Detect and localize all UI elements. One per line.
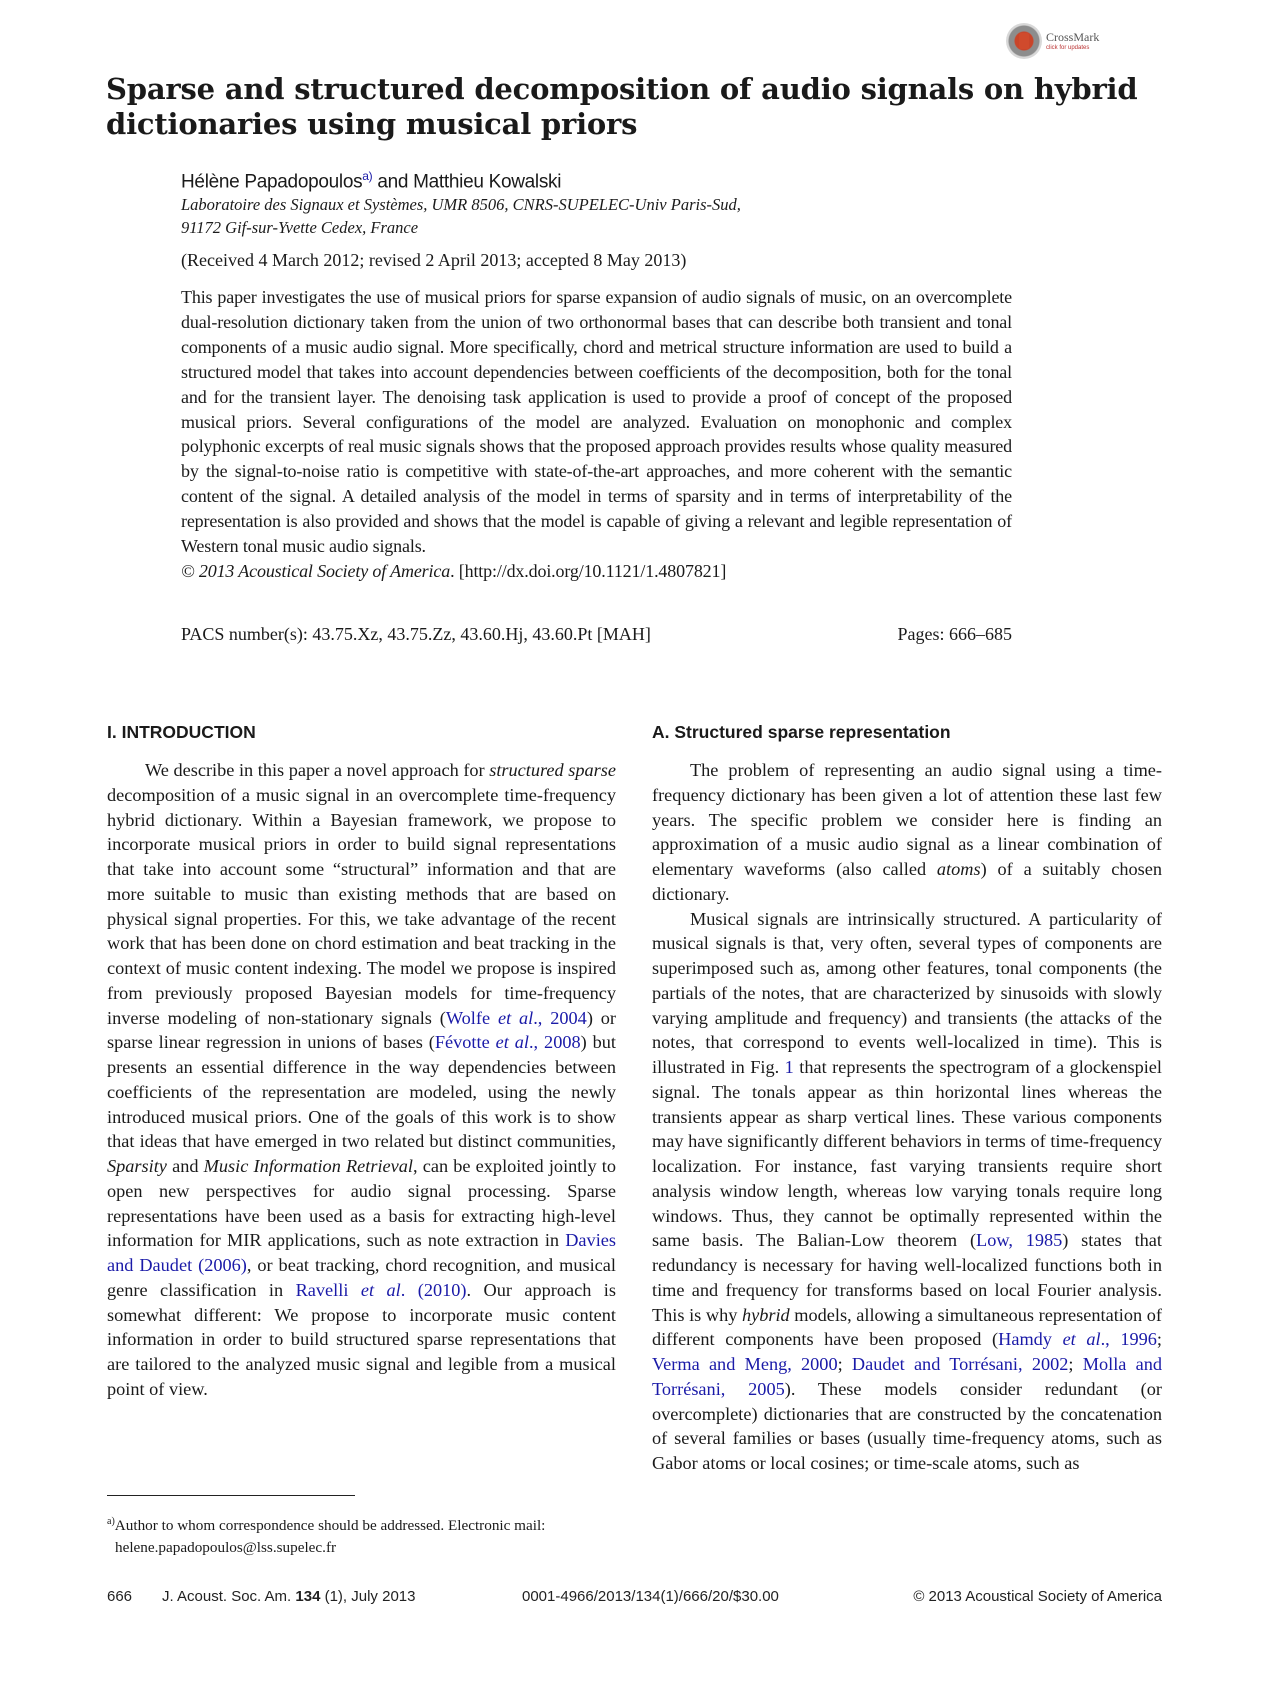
doi-link[interactable]: [http://dx.doi.org/10.1121/1.4807821]	[458, 560, 727, 581]
figure-link[interactable]: 1	[784, 1057, 794, 1077]
page-range: Pages: 666–685	[897, 624, 1012, 644]
text-run: models, allowing a simultaneous representation of different components have been proposed (	[652, 1304, 1162, 1350]
paragraph	[652, 758, 1162, 907]
citation-link[interactable]: Low, 1985	[976, 1230, 1063, 1251]
crossmark-sublabel: click for updates	[1046, 45, 1090, 51]
crossmark-label: CrossMark	[1046, 30, 1100, 44]
text-run: , can be exploited jointly to open new perspectives for audio signal processing. Sparse representations have been used as a basis for extracting high-level information for MIR applications, such as note extraction in	[107, 1156, 616, 1251]
text-run: ) of a suitably chosen dictionary.	[652, 859, 1162, 904]
pacs-numbers: PACS number(s): 43.75.Xz, 43.75.Zz, 43.60.Hj, 43.60.Pt [MAH]	[181, 624, 651, 644]
author-name: Hélène Papadopoulos	[181, 171, 363, 193]
text-run: We describe in this paper a novel approach for	[145, 760, 490, 780]
paragraph	[107, 758, 616, 1402]
footnote	[107, 1511, 616, 1559]
affiliation	[181, 193, 741, 239]
text-run: that represents the spectrogram of a glockenspiel signal. The tonals appear as thin horizontal lines whereas the transients appear as sharp vertical lines. These various components may have significantly different behaviors in terms of time-frequency localization. For instance, fast varying transients require short analysis window length, whereas low varying tonals require long windows. Thus, they cannot be optimally represented within the same basis. The Balian-Low theorem (	[652, 1057, 1162, 1251]
citation-link[interactable]: Verma and Meng, 2000	[652, 1354, 838, 1374]
text-run: . Our approach is somewhat different: We propose to incorporate music content information in order to build structured sparse representations that are tailored to the analyzed music signal and legible from a musical point of view.	[107, 1279, 617, 1399]
author-name: Matthieu Kowalski	[413, 171, 562, 193]
text-run: ) states that redundancy is necessary for having well-localized functions both in time and frequency for transforms based on local Fourier analysis. This is why	[652, 1230, 1162, 1325]
right-column	[652, 758, 1162, 1476]
citation-link[interactable]: Daudet and Torrésani, 2002	[851, 1354, 1069, 1374]
abstract-text: This paper investigates the use of musical priors for sparse expansion of audio signals of music, on an overcomplete dual-resolution dictionary taken from the union of two orthonormal bases that can describe both transient and tonal components of a music audio signal. More specifically, chord and metrical structure information are used to build a structured model that takes into account dependencies between coefficients of the decomposition, both for the tonal and for the transient layer. The denoising task application is used to provide a proof of concept of the proposed musical priors. Several configurations of the model are analyzed. Evaluation on monophonic and complex polyphonic excerpts of real music signals shows that the proposed approach provides results whose quality measured by the signal-to-noise ratio is competitive with state-of-the-art approaches, and more coherent with the semantic content of the signal. A detailed analysis of the model in terms of sparsity and in terms of interpretability of the representation is also provided and shows that the model is capable of giving a relevant and legible representation of Western tonal music audio signals.	[181, 287, 1012, 557]
author-conjunction: and	[372, 171, 414, 193]
emphasis: Sparsity	[107, 1156, 167, 1176]
footnote-marker: a)	[107, 1516, 115, 1527]
text-run: ) or sparse linear regression in unions of bases (	[107, 1007, 616, 1053]
emphasis: structured sparse	[489, 760, 616, 780]
received-dates: (Received 4 March 2012; revised 2 April 2013; accepted 8 May 2013)	[181, 250, 687, 270]
text-run: ) but presents an essential difference in the way dependencies between coefficients of the representation are modeled, using the newly introduced musical priors. One of the goals of this work is to show that ideas that have emerged in two related but distinct communities,	[107, 1032, 617, 1152]
footer-copyright: © 2013 Acoustical Society of America	[913, 1588, 1162, 1605]
citation-link[interactable]: Davies and Daudet (2006)	[107, 1230, 616, 1275]
section-heading-introduction: I. INTRODUCTION	[107, 722, 256, 742]
text-run: decomposition of a music signal in an overcomplete time-frequency hybrid dictionary. Within a Bayesian framework, we propose to incorporate musical priors in order to build signal representations that take into account some “structural” information and that are more suitable to music than existing methods that are based on physical signal properties. For this, we take advantage of the recent work that has been done on chord estimation and beat tracking in the context of music content indexing. The model we propose is inspired from previously proposed Bayesian models for time-frequency inverse modeling of non-stationary signals (	[107, 784, 616, 1028]
citation-link[interactable]: Ravelli et al. (2010)	[295, 1279, 467, 1300]
emphasis: hybrid	[741, 1304, 790, 1325]
issn-code: 0001-4966/2013/134(1)/666/20/$30.00	[522, 1588, 779, 1605]
emphasis: Music Information Retrieval	[203, 1156, 413, 1176]
text-run: , or beat tracking, chord recognition, and musical genre classification in	[107, 1255, 616, 1300]
author-email[interactable]: helene.papadopoulos@lss.supelec.fr	[115, 1539, 337, 1557]
paragraph: Musical signals are intrinsically structured. A particularity of musical signals is that, very often, several types of components are superimposed such as, among other features, tonal components (the partials of the notes, that are characterized by sinusoids with slowly varying amplitude and frequency) and transients (the attacks of the notes, that correspond to events well-localized in time). This is illustrated in Fig. 1 that represents the spectrogram of a glockenspiel signal. The tonals appear as thin horizontal lines whereas the transients appear as sharp vertical lines. These various components may have significantly different behaviors in terms of time-frequency localization. For instance, fast varying transients require short analysis window length, whereas low varying tonals require long windows. Thus, they cannot be optimally represented within the same basis. The Balian-Low theorem (Low, 1985) states that redundancy is necessary for having well-localized functions both in time and frequency for transforms based on local Fourier analysis. This is why hybrid models, allowing a simultaneous representation of different components have been proposed (Hamdy et al., 1996; Verma and Meng, 2000; Daudet and Torrésani, 2002; Molla and Torrésani, 2005). These models consider redundant (or overcomplete) dictionaries that are constructed by the concatenation of several families or bases (usually time-frequency atoms, such as Gabor atoms or local cosines; or time-scale atoms, such as	[652, 908, 1163, 1473]
citation-link[interactable]: Hamdy et al., 1996	[998, 1329, 1157, 1350]
abstract-copyright: © 2013 Acoustical Society of America	[181, 560, 451, 581]
paper-title: Sparse and structured decomposition of audio signals on hybrid dictionaries using musical priors	[106, 72, 1138, 141]
text-run: and	[166, 1156, 204, 1176]
citation-link[interactable]: Févotte et al., 2008	[434, 1032, 581, 1053]
crossmark-icon	[1006, 23, 1042, 59]
left-column	[107, 758, 616, 1402]
footnote-marker-link[interactable]: a)	[362, 169, 373, 183]
author-list	[181, 164, 561, 194]
abstract: This paper investigates the use of musical priors for sparse expansion of audio signals of music, on an overcomplete dual-resolution dictionary taken from the union of two orthonormal bases that can describe both transient and tonal components of a music audio signal. More specifically, chord and metrical structure information are used to build a structured model that takes into account dependencies between coefficients of the decomposition, both for the tonal and for the transient layer. The denoising task application is used to provide a proof of concept of the proposed musical priors. Several configurations of the model are analyzed. Evaluation on monophonic and complex polyphonic excerpts of real music signals shows that the proposed approach provides results whose quality measured by the signal-to-noise ratio is competitive with state-of-the-art approaches, and more coherent with the semantic content of the signal. A detailed analysis of the model in terms of sparsity and in terms of interpretability of the representation is also provided and shows that the model is capable of giving a relevant and legible representation of Western tonal music audio signals. © 2013 Acoustical Society of America. [http://dx.doi.org/10.1121/1.4807821]	[181, 287, 1012, 581]
text-run: ). These models consider redundant (or overcomplete) dictionaries that are constructed by the concatenation of several families or bases (usually time-frequency atoms, such as Gabor atoms or local cosines; or time-scale atoms, such as	[652, 1378, 1162, 1473]
pacs-row	[181, 624, 1012, 645]
citation-link[interactable]: Wolfe et al., 2004	[445, 1007, 587, 1028]
affiliation-line: Laboratoire des Signaux et Systèmes, UMR 8506, CNRS-SUPELEC-Univ Paris-Sud,	[181, 195, 741, 214]
journal-citation: J. Acoust. Soc. Am. 134 (1), July 2013	[162, 1588, 416, 1605]
page-number: 666	[107, 1588, 133, 1605]
affiliation-line: 91172 Gif-sur-Yvette Cedex, France	[181, 218, 419, 237]
emphasis: atoms	[936, 859, 981, 879]
text-run: The problem of representing an audio signal using a time-frequency dictionary has been given a lot of attention these last few years. The specific problem we consider here is finding an approximation of a music audio signal as a linear combination of elementary waveforms (also called	[652, 760, 1162, 879]
section-heading-structured-sparse: A. Structured sparse representation	[652, 722, 951, 742]
citation-link[interactable]: Molla and Torrésani, 2005	[652, 1354, 1163, 1399]
footnote-divider	[107, 1495, 355, 1496]
text-run: Musical signals are intrinsically structured. A particularity of musical signals is that, very often, several types of components are superimposed such as, among other features, tonal components (the partials of the notes, that are characterized by sinusoids with slowly varying amplitude and frequency) and transients (the attacks of the notes, that correspond to events well-localized in time). This is illustrated in Fig.	[652, 908, 1162, 1077]
footnote-text: Author to whom correspondence should be addressed. Electronic mail:	[114, 1517, 546, 1535]
crossmark-badge[interactable]	[1006, 20, 1116, 62]
